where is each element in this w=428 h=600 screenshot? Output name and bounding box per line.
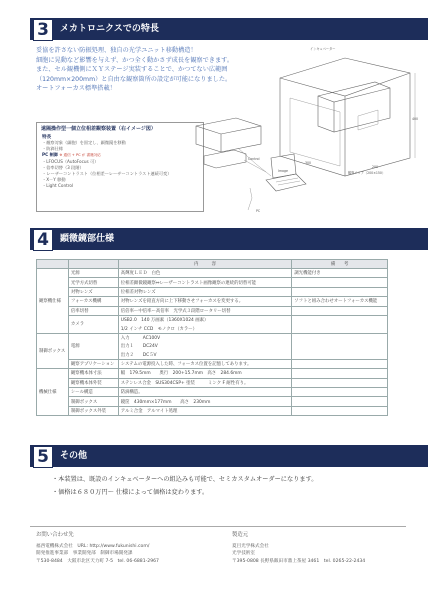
section-4-title: 顕微鏡部仕様 [60,234,115,244]
row-item: 光源 [68,269,118,278]
row-content: USB2.0 140 万画素（1360X1024 画素） [118,315,292,324]
dim-width: 300 [305,161,312,165]
table-row [37,378,388,387]
row-content: 倍倍率ー中倍率ー高倍率 光学式３段階ロータリー切替 [118,306,292,315]
row-content: 位相差対物レンズ [118,287,292,296]
body-line: 細胞に晃動など影響を与えず、かつ全く動かさず成長を観察できます。 [36,56,234,64]
section-5-title: その他 [60,451,88,461]
row-item: 光学方式切替 [68,278,118,287]
table-row [37,287,388,296]
row-remark [292,278,388,287]
feature-box-title: 遠隔操作型一個立位相差観察装置（右イメージ図） [41,126,156,132]
row-remark [292,333,388,359]
dim-depth: 200 [372,165,379,169]
row-item: 倍率切替 [68,306,118,315]
row-item: 制御ボックス外装 [68,406,118,415]
row-content: 入力 AC100V [118,333,292,342]
area-label: 観察エリア（200×150） [348,171,386,175]
row-remark [292,397,388,406]
row-content: 出力２ DC５V [118,351,292,360]
table-row [37,297,388,306]
row-item: シール構造 [68,388,118,397]
note-line: ・価格は６８０万円〜 仕様によって価格は変わります。 [52,489,209,496]
row-item: 対物レンズ [68,287,118,296]
table-row [37,406,388,415]
pc-item: ・Light Control [42,183,74,189]
section-3-body [36,46,276,94]
table-row [37,306,388,315]
row-item: カメラ [68,315,118,333]
maker-title: 製造元 [232,532,249,538]
contact-line: 福西電機株式会社 URL: http://www.fukunishi.com/ [36,543,150,549]
incubator-label: インキュベーター [310,47,336,51]
table-header-row [37,260,388,269]
feature-item: ・防滴仕様 [42,146,63,152]
row-content: アルミ合金 アルマイト処理 [118,406,292,415]
row-remark: 調光機能付き [292,269,388,278]
row-item: 観察機本体外装 [68,378,118,387]
body-line: また、セル観機側にＸＹステージ実装することで、かつてない広範囲 [36,66,228,73]
row-remark [292,306,388,315]
row-remark [292,287,388,296]
row-remark [292,315,388,333]
section-4-number: 4 [33,229,53,251]
spec-table [36,259,388,416]
pc-item: ・倍率切替（3 段階） [42,164,84,170]
feature-item: ・観察対象（細胞）を固定し、顕微鏡を移動 [42,140,126,145]
image-label: Image [278,169,288,173]
group-label: 機械仕様 [37,369,69,416]
row-content: 出力１ DC24V [118,342,292,350]
table-row [37,315,388,324]
table-row [37,278,388,287]
features-title: 特長 [42,135,52,140]
table-row [37,333,388,342]
pc-note: ※ 通信 + PC が 書籍対応 [59,153,101,158]
row-remark [292,359,388,368]
row-item: 観察アプリケーション [68,359,118,368]
row-remark [292,378,388,387]
maker-line: 光学技術室 [232,551,255,557]
section-5-number: 5 [33,446,53,468]
maker-line: 〒395-0808 長野県飯田市鼎上茶屋 3461 tel. 0265-22-2434 [232,558,366,564]
row-content: 対物レンズを鉛直方向に上下移動させフォーカスを変更する。 [118,297,292,306]
maker-line: 夏目光学株式会社 [232,543,269,549]
table-row [37,269,388,278]
table-row [37,397,388,406]
contact-line: 〒530-8484 大阪市北区天力町 7-5 tel. 06-6881-2967 [36,558,159,564]
group-label: 観察機仕様 [37,269,69,334]
row-remark [292,369,388,378]
contact-right [232,532,365,565]
contact-line: 開発推進事業部 事業開発部 制御市場開発課 [36,551,133,557]
section-5-header [30,445,428,467]
row-item: 制御ボックス [68,397,118,406]
body-line: オートフォーカス標準搭載！ [36,85,116,92]
header-content: 内 容 [118,260,292,269]
row-content: 防滴構造。 [118,388,292,397]
row-remark: ソフトと組み合わせオートフォーカス機能 [292,297,388,306]
contact-left [36,532,159,565]
dim-height: 400 [412,117,419,121]
row-content: システムの電源投入した時、フォーカス位置を記憶してあります。 [118,359,292,368]
group-label: 制御ボックス [37,333,69,369]
row-remark [292,406,388,415]
row-item: フォーカス機構 [68,297,118,306]
pc-item: ・レーザーコントラスト（位相差ーレーザーコントラスト連続可変） [42,171,172,177]
row-content: 鏡筐 430mm×177mm 高さ 230mm [118,397,292,406]
pc-item: ・X－Y 移動 [42,177,66,183]
pc-label: PC [256,209,261,213]
body-line: 妥協を許さない防振処理、独自の光学ユニット移動構造！ [36,47,197,54]
section-3-header [30,18,428,40]
row-item: 観察機本体寸法 [68,369,118,378]
control-label: Control [248,157,260,161]
row-content: ステンレス合金 SUS304CSP+ 塗装 ミンク F 耐性有り。 [118,378,292,387]
device-laptop-diagram [176,116,311,216]
section-3-number: 3 [33,19,53,41]
row-content: 幅 179.5mm 奥行 200+15.7mm 高さ 284.6mm [118,369,292,378]
row-remark [292,388,388,397]
row-content: 高輝度ＬＥＤ 白色 [118,269,292,278]
pc-title: PC 制御 [42,152,58,158]
row-content: 位相差顕微鏡観察⇔レーザーコントラスト画像観察の連続的切替可能 [118,278,292,287]
notes [52,473,317,499]
note-line: ・本装置は、既設のインキュベーターへの組込みも可能で、セミカスタムオーダーになります。 [52,476,318,483]
section-4-header [30,228,428,250]
body-line: （120mm×200mm）と自由な観察箇所の設定が可能になりました。 [36,75,232,83]
table-row [37,388,388,397]
section-3-title: メカトロニクスでの特長 [60,24,159,34]
table-row [37,359,388,368]
contact-title: お問い合わせ先 [36,532,74,538]
header-remarks: 備 考 [292,260,388,269]
pc-item: ・LFOCUS（AutoFocus 可） [42,158,99,164]
table-row [37,369,388,378]
row-content: 1/2 インチ CCD モノクロ（カラー） [118,324,292,333]
footer-divider [30,526,406,527]
row-item: 電源 [68,333,118,359]
